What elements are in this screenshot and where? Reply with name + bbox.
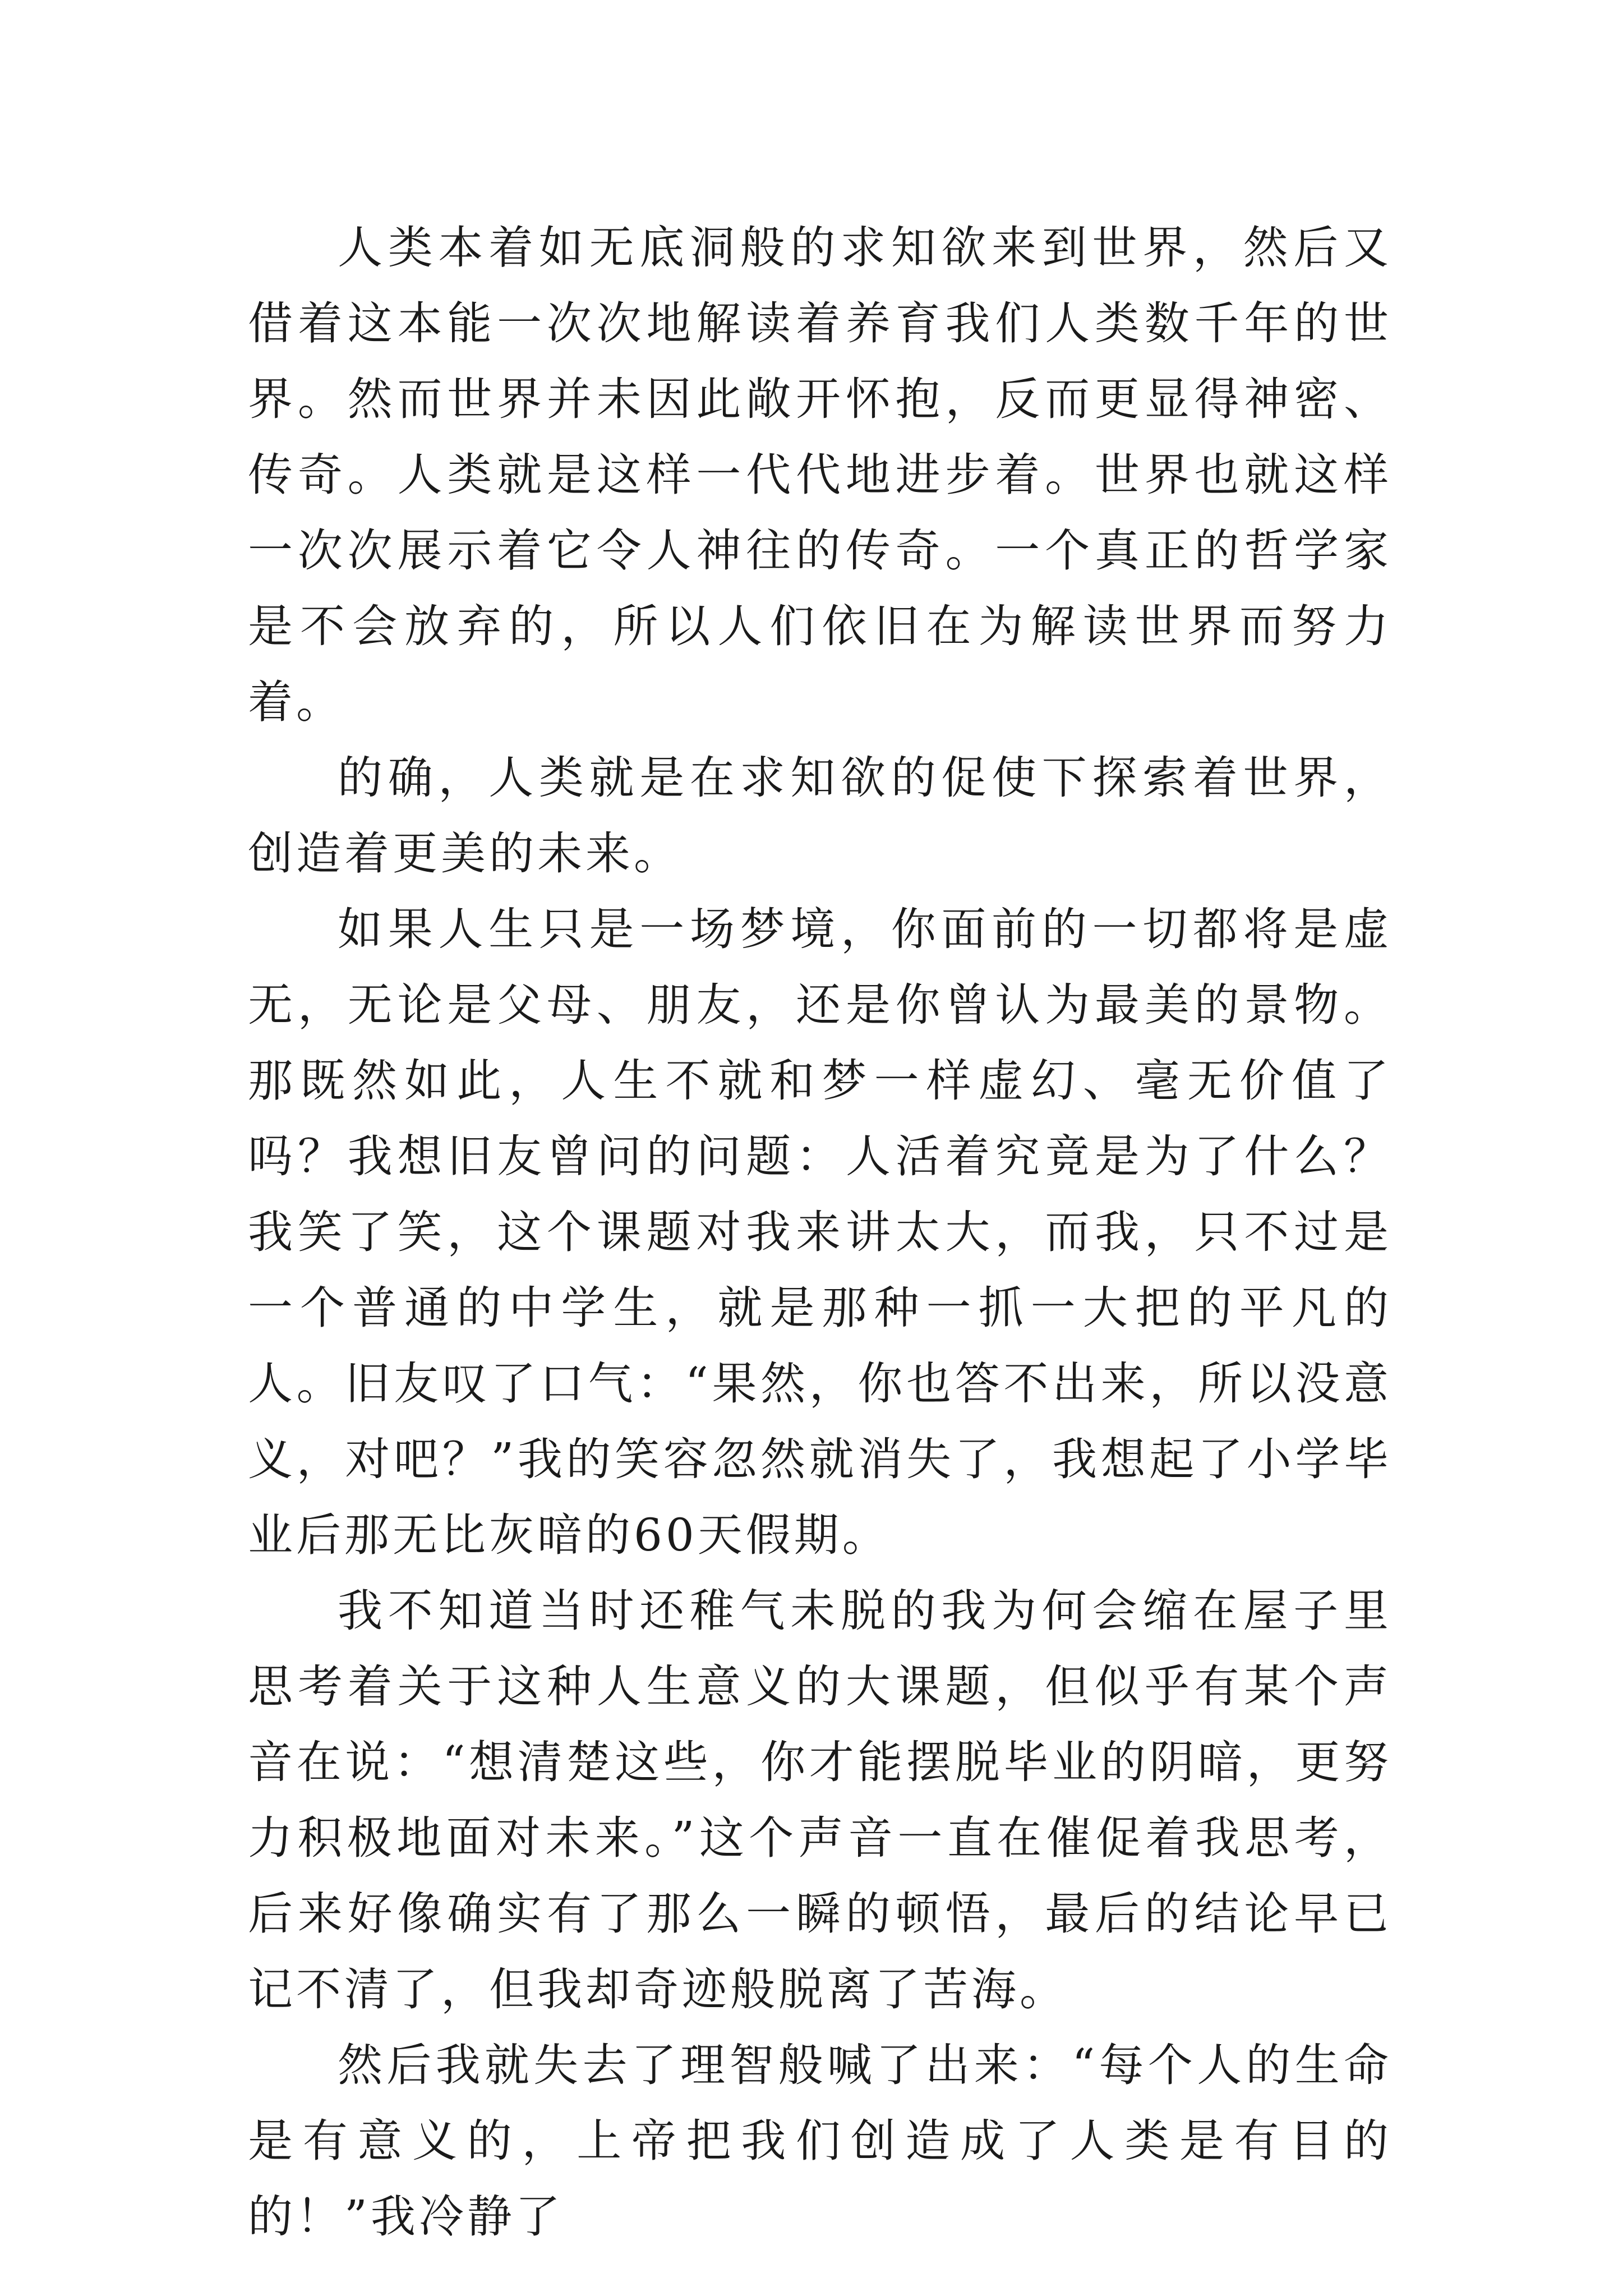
paragraph-4: 我不知道当时还稚气未脱的我为何会缩在屋子里思考着关于这种人生意义的大课题，但似乎有某个声音在说：“想清楚这些，你才能摆脱毕业的阴暗，更努力积极地面对未来。”这个声音一直在催促着我思考，后来好像确实有了那么一瞬的顿悟，最后的结论早已记不清了，但我却奇迹般脱离了苦海。 (248, 1585, 1392, 2016)
paragraph-3: 如果人生只是一场梦境，你面前的一切都将是虚无，无论是父母、朋友，还是你曾认为最美的景物。那既然如此，人生不就和梦一样虚幻、毫无价值了吗？我想旧友曾问的问题：人活着究竟是为了什么？我笑了笑，这个课题对我来讲太大，而我，只不过是一个普通的中学生，就是那种一抓一大把的平凡的人。旧友叹了口气：“果然，你也答不出来，所以没意义，对吧？”我的笑容忽然就消失了，我想起了小学毕业后那无比灰暗的60天假期。 (248, 903, 1392, 1561)
paragraph-1: 人类本着如无底洞般的求知欲来到世界，然后又借着这本能一次次地解读着养育我们人类数千年的世界。然而世界并未因此敞开怀抱，反而更显得神密、传奇。人类就是这样一代代地进步着。世界也就这样一次次展示着它令人神往的传奇。一个真正的哲学家是不会放弃的，所以人们依旧在为解读世界而努力着。 (248, 222, 1392, 728)
paragraph-5: 然后我就失去了理智般喊了出来：“每个人的生命是有意义的，上帝把我们创造成了人类是有目的的！”我冷静了 (248, 2039, 1392, 2243)
paragraph-2: 的确，人类就是在求知欲的促使下探索着世界，创造着更美的未来。 (248, 752, 1392, 880)
document-body (248, 210, 1392, 2254)
